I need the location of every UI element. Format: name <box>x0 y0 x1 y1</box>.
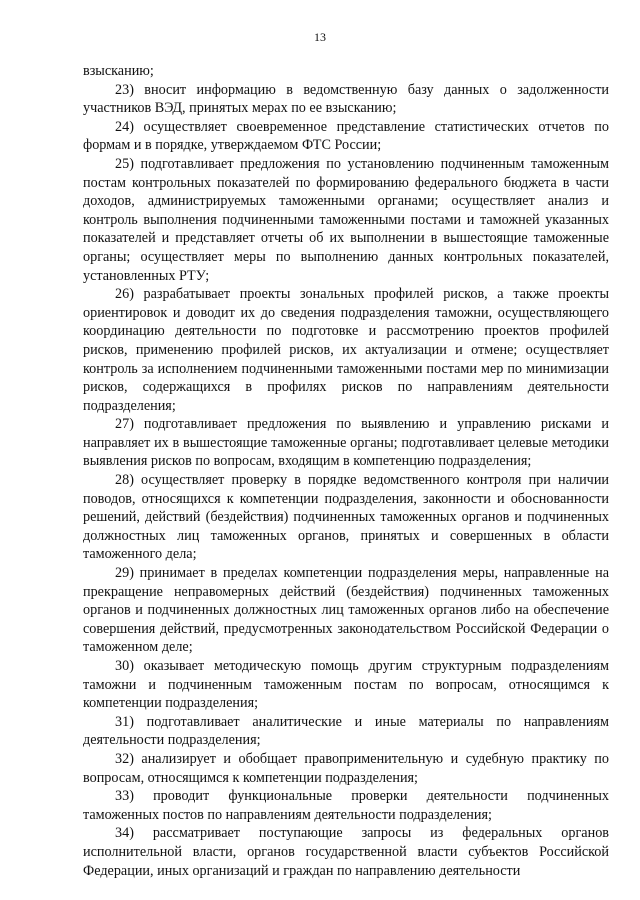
item-26: 26) разрабатывает проекты зональных профилей рисков, а также проекты ориентировок и доводит их до сведения подразделения таможни, осуществляющего координацию деятельности по подготовке и рассмотрению проектов профилей рисков, применению профилей рисков, их актуализации и отмене; осуществляет контроль за исполнением подчиненными таможенными постами мер по минимизации рисков, содержащихся в профилях рисков по направлениям деятельности подразделения; <box>83 286 609 414</box>
page-number: 13 <box>314 30 326 44</box>
document-body <box>83 62 609 880</box>
item-32: 32) анализирует и обобщает правоприменительную и судебную практику по вопросам, относящимся к компетенции подразделения; <box>83 750 609 786</box>
item-28: 28) осуществляет проверку в порядке ведомственного контроля при наличии поводов, относящихся к компетенции подразделения, законности и обоснованности решений, действий (бездействия) подчиненных таможенных органов и подчиненных должностных лиц таможенных органов, принятых и совершенных в области таможенного дела; <box>83 472 609 563</box>
item-34: 34) рассматривает поступающие запросы из федеральных органов исполнительной власти, органов государственной власти субъектов Российской Федерации, иных организаций и граждан по направлению деятельности <box>83 825 609 879</box>
item-31: 31) подготавливает аналитические и иные материалы по направлениям деятельности подразделения; <box>83 713 609 749</box>
item-27: 27) подготавливает предложения по выявлению и управлению рисками и направляет их в вышестоящие таможенные органы; подготавливает целевые методики выявления рисков по вопросам, входящим в компетенцию подразделения; <box>83 416 609 470</box>
item-25: 25) подготавливает предложения по установлению подчиненным таможенным постам контрольных показателей по формированию федерального бюджета в части доходов, администрируемых таможенными органами; осуществляет анализ и контроль выполнения подчиненными таможенными постами и таможней указанных показателей и представляет отчеты об их выполнении в вышестоящие таможенные органы; осуществляет меры по выполнению данных контрольных показателей, установленных РТУ; <box>83 155 609 284</box>
item-29: 29) принимает в пределах компетенции подразделения меры, направленные на прекращение неправомерных действий (бездействия) подчиненных таможенных органов и подчиненных должностных лиц таможенных органов либо на обеспечение совершения действий, предусмотренных законодательством Российской Федерации о таможенном деле; <box>83 565 609 656</box>
item-23: 23) вносит информацию в ведомственную базу данных о задолженности участников ВЭД, принятых мерах по ее взысканию; <box>83 81 609 117</box>
item-30: 30) оказывает методическую помощь другим структурным подразделениям таможни и подчиненным таможенным постам по вопросам, относящимся к компетенции подразделения; <box>83 658 609 712</box>
fragment-start: взысканию; <box>83 63 154 79</box>
item-24: 24) осуществляет своевременное представление статистических отчетов по формам и в порядке, утверждаемом ФТС России; <box>83 118 609 154</box>
item-33: 33) проводит функциональные проверки деятельности подчиненных таможенных постов по направлениям деятельности подразделения; <box>83 788 609 823</box>
